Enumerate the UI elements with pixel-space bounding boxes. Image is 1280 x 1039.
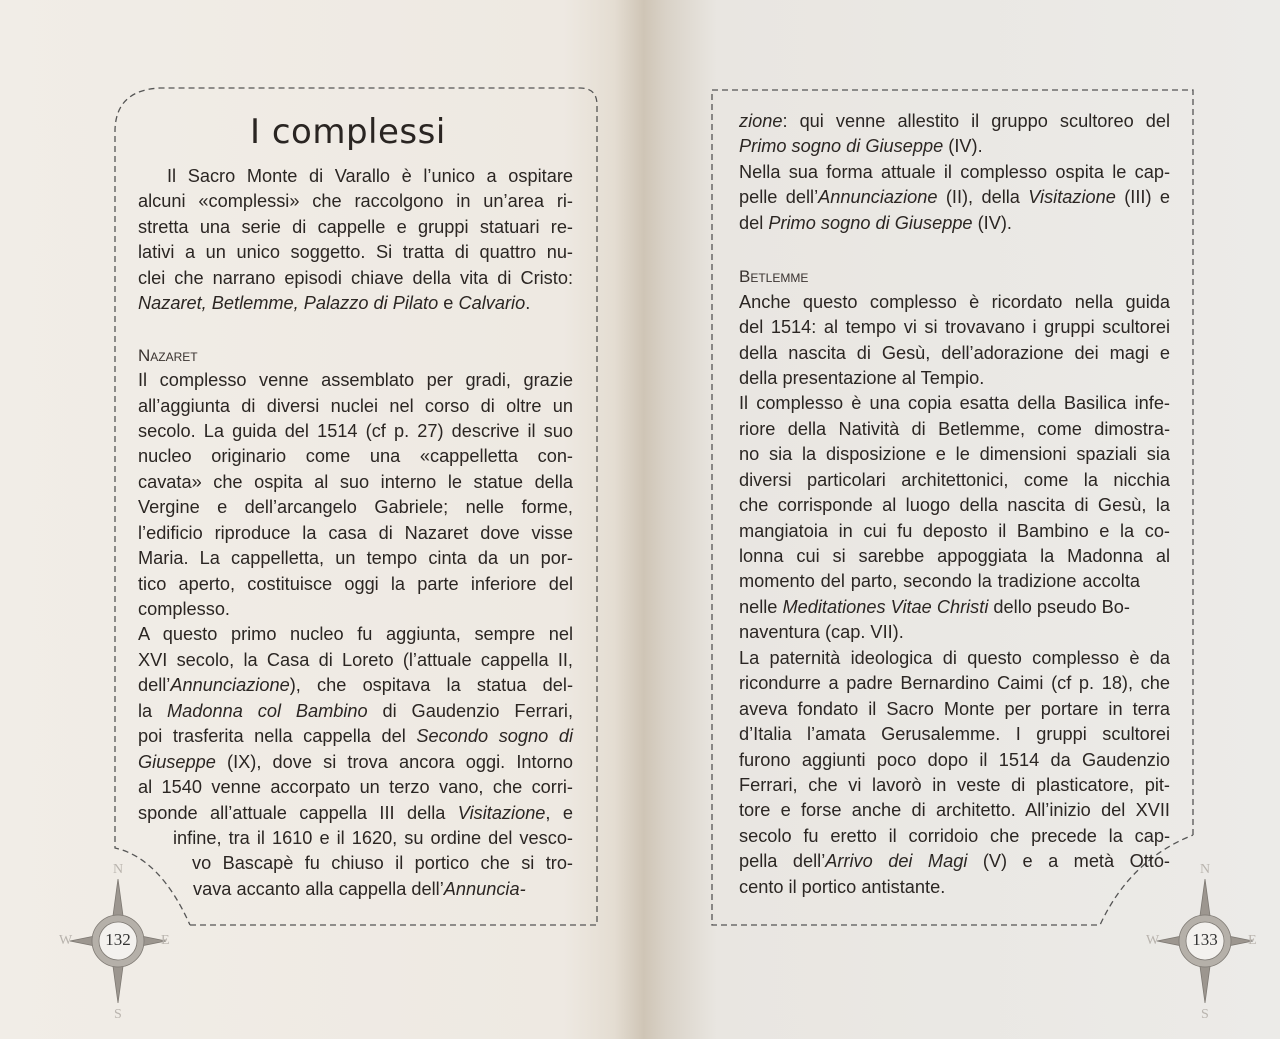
text-line: [739, 697, 1170, 722]
text-run: (II), della: [937, 187, 1029, 208]
text-run: che corrisponde al luogo della nascita di Gesù, la: [739, 495, 1170, 516]
paragraph: [739, 646, 1170, 900]
text-run: aveva fondato il Sacro Monte per portare in terra: [739, 698, 1170, 719]
text-run: infine, tra il 1610 e il 1620, su ordine del vesco-: [173, 827, 573, 848]
page-number-compass-right: [1146, 857, 1260, 1027]
compass-e: E: [1248, 933, 1257, 948]
text-run: lonna cui si sarebbe appoggiata la Madonna al: [739, 546, 1170, 566]
text-run: tico aperto, costituisce oggi la parte inferiore del: [138, 573, 573, 594]
paragraph: [138, 164, 573, 317]
text-run: A questo primo nucleo fu aggiunta, sempre nel: [138, 624, 573, 645]
left-page-text: [138, 164, 573, 902]
text-line: [739, 773, 1170, 798]
italic-text-run: Annunciazione: [818, 187, 938, 208]
text-line: [138, 648, 573, 673]
text-line: [739, 493, 1170, 518]
text-run: (III) e: [1115, 187, 1170, 208]
text-run: naventura (cap. VII).: [739, 622, 904, 643]
italic-text-run: Annunciazione: [170, 675, 290, 696]
text-run: Il complesso venne assemblato per gradi, grazie: [138, 370, 573, 391]
text-run: complesso.: [138, 599, 230, 619]
italic-text-run: Arrivo dei Magi: [825, 851, 968, 872]
text-line: [739, 290, 1170, 315]
page-number-compass-left: [59, 857, 173, 1027]
text-line: [138, 291, 573, 316]
text-line: [739, 875, 1170, 900]
italic-text-run: Nazaret, Betlemme, Palazzo di Pilato: [138, 293, 439, 314]
text-run: clei che narrano episodi chiave della vita di Cristo:: [138, 267, 573, 288]
text-line: [739, 391, 1170, 416]
text-line: [138, 444, 573, 469]
compass-n: N: [113, 862, 124, 877]
text-run: diversi particolari architettonici, come la nicchia: [739, 469, 1170, 490]
text-line: [739, 211, 1170, 236]
paragraph: [739, 160, 1170, 236]
text-run: all’aggiunta di diversi nuclei nel corso di oltre un: [138, 395, 573, 416]
text-run: (IX), dove si trova ancora oggi. Intorno: [215, 751, 573, 772]
text-run: stretta una serie di cappelle e gruppi statuari re-: [138, 216, 573, 237]
text-line: [138, 495, 573, 520]
text-run: Maria. La cappelletta, un tempo cinta da un por-: [138, 548, 573, 569]
text-run: (IV).: [972, 212, 1012, 233]
text-line: [138, 750, 573, 775]
text-run: della nascita di Gesù, dell’adorazione dei magi e: [739, 342, 1170, 363]
compass-s: S: [1201, 1007, 1209, 1022]
italic-text-run: Primo sogno di Giuseppe: [739, 136, 944, 157]
text-run: (V) e a metà Otto-: [967, 851, 1170, 872]
text-line: [739, 417, 1170, 442]
text-line: [192, 851, 573, 876]
text-line: [739, 569, 1140, 594]
text-run: mangiatoia in cui fu deposto il Bambino e la co-: [739, 520, 1170, 541]
page-number: 133: [1192, 930, 1218, 949]
text-line: [739, 849, 1170, 874]
text-line: [739, 646, 1170, 671]
text-line: [739, 519, 1170, 544]
text-line: [193, 877, 573, 902]
italic-text-run: zione: [739, 111, 783, 131]
text-line: [739, 160, 1170, 185]
section-heading: Nazaret: [138, 345, 198, 365]
italic-text-run: Giuseppe: [138, 751, 216, 772]
text-line: [138, 724, 573, 749]
text-run: la: [138, 700, 168, 721]
text-run: Ferrari, che vi lavorò in veste di plasticatore, pit-: [739, 774, 1170, 795]
text-run: pelle dell’: [739, 187, 819, 208]
paragraph: [739, 391, 1170, 645]
italic-text-run: Meditationes Vitae Christi: [782, 596, 989, 617]
text-run: dello pseudo Bo-: [988, 596, 1130, 617]
paragraph: [739, 290, 1170, 392]
text-line: [739, 824, 1170, 849]
text-run: vava accanto alla cappella dell’: [193, 878, 444, 899]
text-line: [138, 470, 573, 495]
text-run: Il complesso è una copia esatta della Basilica infe-: [739, 393, 1170, 414]
text-run: nucleo originario come una «cappelletta con-: [138, 446, 573, 467]
text-run: Anche questo complesso è ricordato nella guida: [739, 291, 1170, 312]
text-run: dell’: [138, 675, 171, 696]
compass-e: E: [161, 933, 170, 948]
text-line: [138, 419, 573, 444]
text-run: d’Italia l’amata Gerusalemme. I gruppi scultorei: [739, 724, 1170, 745]
text-line: [739, 620, 1170, 645]
text-line: [739, 468, 1170, 493]
text-line: [138, 394, 573, 419]
text-line: [138, 215, 573, 240]
text-line: [739, 315, 1170, 340]
italic-text-run: Primo sogno di Giuseppe: [768, 212, 973, 233]
text-run: sponde all’attuale cappella III della: [138, 802, 458, 823]
text-line: [138, 699, 573, 724]
text-run: secolo. La guida del 1514 (cf p. 27) descrive il suo: [138, 420, 573, 441]
text-line: [138, 622, 573, 647]
text-line: [138, 240, 573, 265]
text-run: del: [739, 212, 769, 233]
text-run: nelle: [739, 596, 783, 617]
text-line: [739, 722, 1170, 747]
text-line: [739, 134, 1170, 159]
compass-s: S: [114, 1007, 122, 1022]
italic-text-run: Visitazione: [457, 802, 546, 823]
text-run: alcuni «complessi» che raccolgono in un’area ri-: [138, 191, 573, 212]
text-run: ), che ospitava la statua del-: [289, 675, 573, 696]
text-run: momento del parto, secondo la tradizione accolta: [739, 571, 1140, 592]
text-run: furono aggiunti poco dopo il 1514 da Gaudenzio: [739, 749, 1170, 770]
text-run: l’edificio riproduce la casa di Nazaret dove visse: [138, 522, 573, 543]
compass-w: W: [1146, 933, 1160, 948]
text-line: [739, 544, 1170, 569]
compass-w: W: [59, 933, 73, 948]
text-line: [138, 266, 573, 291]
text-line: [138, 546, 573, 571]
text-line: [739, 442, 1170, 467]
italic-text-run: Annuncia-: [443, 878, 526, 899]
text-run: no sia la disposizione e le dimensioni spaziali sia: [739, 444, 1170, 465]
text-run: : qui venne allestito il gruppo scultoreo del: [782, 111, 1170, 131]
text-line: [138, 801, 573, 826]
text-line: [138, 673, 573, 698]
chapter-title: I complessi: [250, 112, 446, 152]
text-run: , e: [545, 802, 573, 823]
text-run: ricondurre a padre Bernardino Caimi (cf p. 18), che: [739, 673, 1170, 694]
text-line: [739, 798, 1170, 823]
text-line: [739, 185, 1170, 210]
paragraph: [739, 109, 1170, 160]
paragraph: [138, 622, 573, 902]
text-run: XVI secolo, la Casa di Loreto (l’attuale cappella II,: [138, 649, 573, 670]
text-run: poi trasferita nella cappella del: [138, 726, 417, 747]
text-run: Il Sacro Monte di Varallo è l’unico a ospitare: [167, 166, 573, 186]
text-run: Nella sua forma attuale il complesso ospita le cap-: [739, 161, 1170, 182]
text-line: [138, 597, 573, 622]
text-line: [138, 572, 573, 597]
text-run: al 1540 venne accorpato un terzo vano, che corri-: [138, 777, 573, 798]
right-page-text: [739, 109, 1170, 900]
text-line: [138, 368, 573, 393]
italic-text-run: Secondo sogno di: [416, 726, 573, 747]
text-line: [739, 595, 1130, 620]
text-run: .: [525, 293, 531, 314]
text-run: vo Bascapè fu chiuso il portico che si tro-: [192, 853, 573, 874]
text-run: del 1514: al tempo vi si trovavano i gruppi scultorei: [739, 317, 1170, 338]
text-line: [138, 189, 573, 214]
text-run: e: [438, 293, 459, 314]
text-line: [138, 164, 573, 189]
text-line: [739, 109, 1170, 134]
compass-n: N: [1200, 862, 1211, 877]
text-run: cento il portico antistante.: [739, 876, 946, 897]
text-run: pella dell’: [739, 851, 826, 872]
paragraph: [138, 368, 573, 622]
text-line: [739, 366, 1170, 391]
text-line: [739, 341, 1170, 366]
text-line: [138, 775, 573, 800]
italic-text-run: Calvario: [458, 293, 526, 314]
text-line: [173, 826, 573, 851]
text-line: [739, 748, 1170, 773]
italic-text-run: Visitazione: [1028, 187, 1116, 208]
text-run: Vergine e dell’arcangelo Gabriele; nelle forme,: [138, 497, 573, 518]
section-heading: Betlemme: [739, 267, 809, 287]
text-run: lativi a un unico soggetto. Si tratta di quattro nu-: [138, 242, 573, 263]
italic-text-run: Madonna col Bambino: [167, 700, 368, 721]
text-run: della presentazione al Tempio.: [739, 367, 985, 388]
text-run: di Gaudenzio Ferrari,: [367, 700, 573, 721]
text-run: tore e forse anche di architetto. All’inizio del XVII: [739, 800, 1170, 821]
page-number: 132: [105, 930, 131, 949]
text-run: secolo fu eretto il corridoio che precede la cap-: [739, 825, 1170, 846]
text-run: cavata» che ospita al suo interno le statue della: [138, 471, 573, 492]
text-run: riore della Natività di Betlemme, come dimostra-: [739, 418, 1170, 439]
text-run: La paternità ideologica di questo complesso è da: [739, 647, 1170, 668]
text-run: (IV).: [943, 136, 983, 157]
text-line: [138, 521, 573, 546]
text-line: [739, 671, 1170, 696]
